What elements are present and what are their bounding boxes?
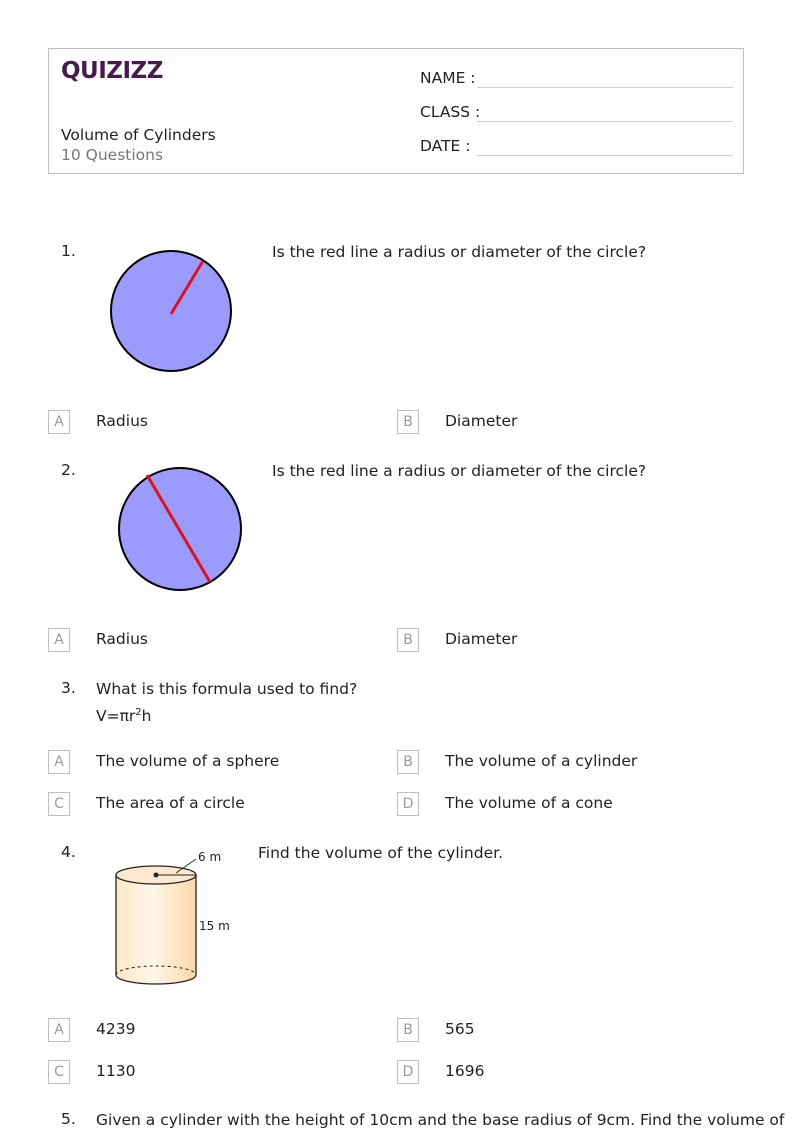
question-3-option-a-text: The volume of a sphere — [96, 752, 280, 770]
question-1-circle-figure — [108, 248, 234, 374]
date-line — [477, 155, 733, 156]
question-2-circle-figure — [116, 465, 244, 593]
question-3-option-c-box[interactable]: C — [48, 792, 70, 816]
question-3-formula: $V=\pi r^2h$ — [96, 707, 152, 726]
class-field[interactable] — [420, 103, 480, 121]
question-1-text: Is the red line a radius or diameter of the circle? — [272, 243, 647, 261]
question-4-text: Find the volume of the cylinder. — [258, 844, 504, 862]
date-label: DATE : — [420, 137, 471, 155]
question-2-option-a-text: Radius — [96, 630, 148, 648]
question-3-option-a-box[interactable]: A — [48, 750, 70, 774]
question-count: 10 Questions — [61, 146, 164, 164]
quizizz-logo: QUIZIZZ — [61, 58, 163, 84]
question-5-text: Given a cylinder with the height of 10cm and the base radius of 9cm. Find the volume of — [96, 1111, 785, 1129]
class-line — [477, 121, 733, 122]
circle-shape — [111, 251, 231, 371]
question-1-option-b-box[interactable]: B — [397, 410, 419, 434]
worksheet-header — [48, 48, 744, 174]
question-1-number: 1. — [61, 242, 76, 260]
question-4-option-d-text: 1696 — [445, 1062, 485, 1080]
worksheet-title: Volume of Cylinders — [61, 126, 216, 144]
question-3-number: 3. — [61, 679, 76, 697]
name-line — [477, 87, 733, 88]
question-1-option-a-box[interactable]: A — [48, 410, 70, 434]
question-4-cylinder-figure — [110, 845, 240, 990]
question-2-text: Is the red line a radius or diameter of the circle? — [272, 462, 647, 480]
question-2-option-a-box[interactable]: A — [48, 628, 70, 652]
class-label: CLASS : — [420, 103, 481, 121]
question-5-number: 5. — [61, 1110, 76, 1128]
question-3-text: What is this formula used to find? — [96, 680, 358, 698]
question-4-option-b-text: 565 — [445, 1020, 475, 1038]
cylinder-body — [116, 875, 196, 984]
question-4-option-a-box[interactable]: A — [48, 1018, 70, 1042]
question-4-number: 4. — [61, 843, 76, 861]
date-field[interactable] — [420, 137, 470, 155]
question-2-option-b-text: Diameter — [445, 630, 518, 648]
question-1-option-a-text: Radius — [96, 412, 148, 430]
question-3-option-d-box[interactable]: D — [397, 792, 419, 816]
question-3-option-b-text: The volume of a cylinder — [445, 752, 638, 770]
question-2-option-b-box[interactable]: B — [397, 628, 419, 652]
question-3-option-d-text: The volume of a cone — [445, 794, 613, 812]
question-2-number: 2. — [61, 461, 76, 479]
question-4-option-a-text: 4239 — [96, 1020, 136, 1038]
question-4-option-c-box[interactable]: C — [48, 1060, 70, 1084]
radius-label: 6 m — [198, 850, 222, 864]
question-3-option-b-box[interactable]: B — [397, 750, 419, 774]
name-label: NAME : — [420, 69, 476, 87]
question-4-option-b-box[interactable]: B — [397, 1018, 419, 1042]
question-4-option-d-box[interactable]: D — [397, 1060, 419, 1084]
height-label: 15 m — [199, 919, 230, 933]
name-field[interactable] — [420, 69, 476, 87]
question-1-option-b-text: Diameter — [445, 412, 518, 430]
question-3-option-c-text: The area of a circle — [96, 794, 245, 812]
question-4-option-c-text: 1130 — [96, 1062, 136, 1080]
